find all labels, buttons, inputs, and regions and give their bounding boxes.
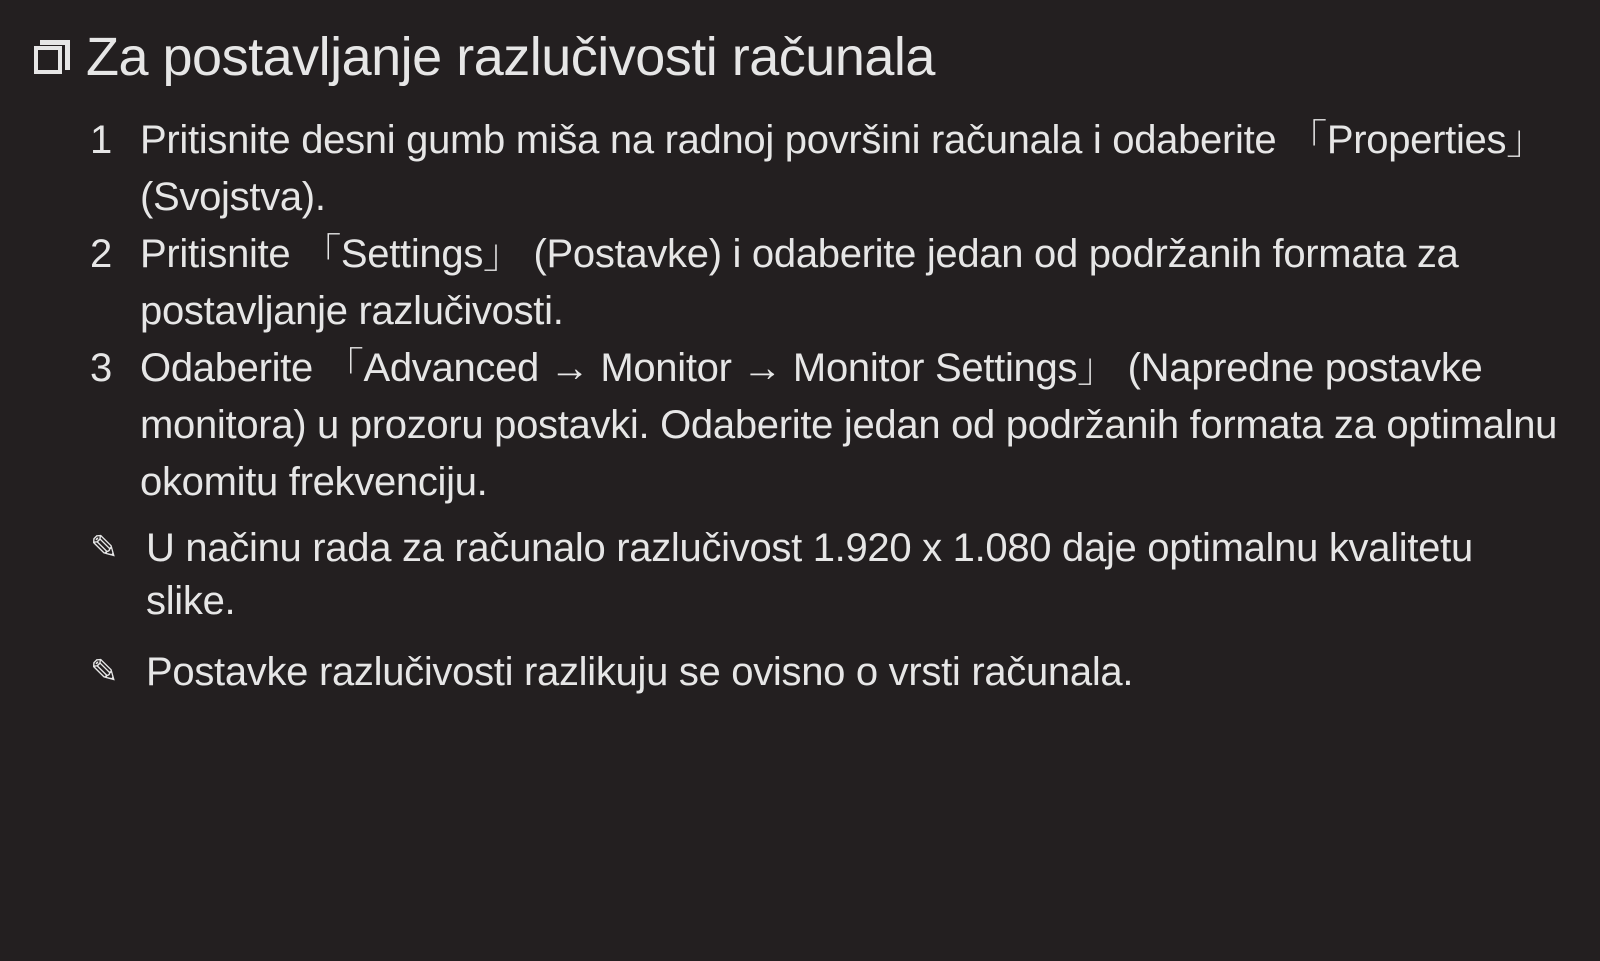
section-heading bbox=[34, 24, 935, 90]
step-text: Pritisnite 「Settings」 (Postavke) i odaberite jedan od podržanih formata za postavljanje razlučivosti. bbox=[140, 232, 1459, 333]
note-item bbox=[90, 646, 1570, 699]
note-text: U načinu rada za računalo razlučivost 1.920 x 1.080 daje optimalnu kvalitetu slike. bbox=[146, 526, 1473, 623]
step-text: Odaberite 「Advanced → Monitor → Monitor Settings」 (Napredne postavke monitora) u prozoru postavki. Odaberite jedan od podržanih formata za optimalnu okomitu frekvenciju. bbox=[140, 346, 1558, 504]
list-item bbox=[90, 226, 1560, 340]
pencil-note-icon: ✎ bbox=[90, 652, 119, 692]
step-number: 2 bbox=[90, 232, 113, 276]
steps-list bbox=[90, 112, 1560, 511]
note-item bbox=[90, 522, 1570, 628]
notes-list bbox=[90, 522, 1570, 717]
note-text: Postavke razlučivosti razlikuju se ovisno o vrsti računala. bbox=[146, 650, 1134, 694]
checkbox-square-icon bbox=[34, 40, 72, 78]
page-title: Za postavljanje razlučivosti računala bbox=[86, 27, 935, 87]
list-item bbox=[90, 112, 1560, 226]
step-number: 3 bbox=[90, 346, 113, 390]
pencil-note-icon: ✎ bbox=[90, 528, 119, 568]
step-number: 1 bbox=[90, 118, 113, 162]
list-item bbox=[90, 340, 1560, 511]
step-text: Pritisnite desni gumb miša na radnoj površini računala i odaberite 「Properties」 (Svojstva). bbox=[140, 118, 1546, 219]
